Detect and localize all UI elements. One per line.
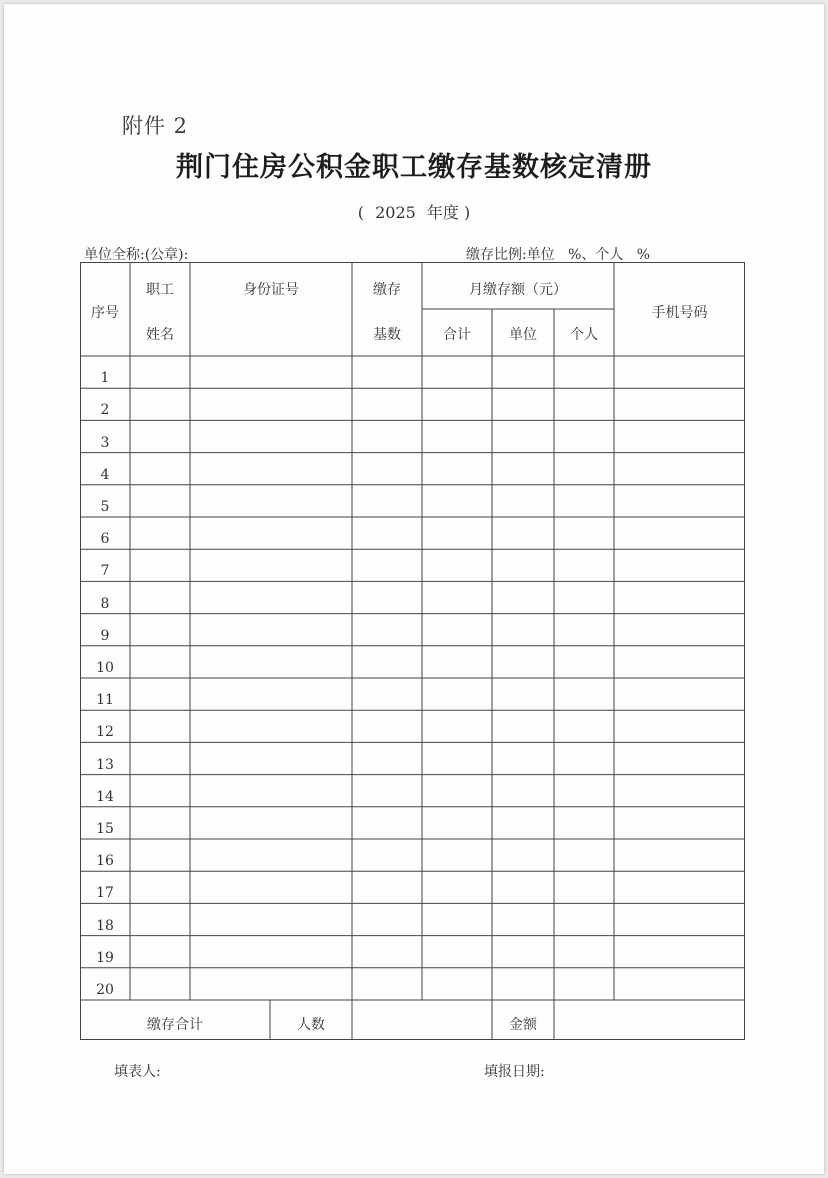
row-number: 20: [96, 981, 114, 998]
id-number-cell[interactable]: [190, 420, 352, 452]
footer-amount-label: 金额: [509, 1017, 537, 1033]
name-cell[interactable]: [130, 839, 190, 871]
footer-count-value[interactable]: [352, 1000, 492, 1040]
row-number: 2: [100, 402, 110, 419]
unit-amount-cell[interactable]: [492, 742, 554, 774]
name-cell[interactable]: [130, 420, 190, 452]
base-cell[interactable]: [352, 646, 422, 678]
header-seq: 序号: [91, 305, 119, 321]
personal-amount-cell[interactable]: [554, 775, 614, 807]
table-row: [80, 871, 745, 903]
year-close-paren: ): [464, 203, 471, 222]
header-total: 合计: [443, 327, 471, 343]
phone-cell[interactable]: [614, 775, 745, 807]
phone-cell[interactable]: [614, 614, 745, 646]
table-row: [80, 807, 745, 839]
name-cell[interactable]: [130, 968, 190, 1000]
name-cell[interactable]: [130, 871, 190, 903]
phone-cell[interactable]: [614, 646, 745, 678]
base-cell[interactable]: [352, 710, 422, 742]
id-number-cell[interactable]: [190, 485, 352, 517]
year-suffix: 年度: [426, 203, 459, 222]
unit-amount-cell[interactable]: [492, 775, 554, 807]
header-name-line2: 姓名: [146, 327, 174, 343]
table-row: [80, 775, 745, 807]
personal-amount-cell[interactable]: [554, 903, 614, 935]
table-row: [80, 646, 745, 678]
phone-cell[interactable]: [614, 968, 745, 1000]
total-cell[interactable]: [422, 742, 492, 774]
personal-amount-cell[interactable]: [554, 839, 614, 871]
row-number: 13: [96, 756, 114, 773]
phone-cell[interactable]: [614, 485, 745, 517]
table-row: [80, 453, 745, 485]
table-row: [80, 968, 745, 1000]
table-row: [80, 388, 745, 420]
total-cell[interactable]: [422, 903, 492, 935]
phone-cell[interactable]: [614, 807, 745, 839]
base-cell[interactable]: [352, 388, 422, 420]
unit-amount-cell[interactable]: [492, 549, 554, 581]
base-cell[interactable]: [352, 936, 422, 968]
contribution-ratio-label[interactable]: 缴存比例:单位 %、个人 %: [466, 247, 651, 263]
id-number-cell[interactable]: [190, 517, 352, 549]
unit-amount-cell[interactable]: [492, 356, 554, 388]
total-cell[interactable]: [422, 936, 492, 968]
total-cell[interactable]: [422, 581, 492, 613]
base-cell[interactable]: [352, 549, 422, 581]
personal-amount-cell[interactable]: [554, 968, 614, 1000]
total-cell[interactable]: [422, 388, 492, 420]
personal-amount-cell[interactable]: [554, 614, 614, 646]
phone-cell[interactable]: [614, 388, 745, 420]
unit-amount-cell[interactable]: [492, 517, 554, 549]
name-cell[interactable]: [130, 356, 190, 388]
base-cell[interactable]: [352, 968, 422, 1000]
unit-amount-cell[interactable]: [492, 968, 554, 1000]
table-row: [80, 936, 745, 968]
row-number: 4: [100, 466, 110, 483]
table-row: [80, 710, 745, 742]
row-number: 17: [96, 885, 114, 902]
personal-amount-cell[interactable]: [554, 807, 614, 839]
name-cell[interactable]: [130, 775, 190, 807]
name-cell[interactable]: [130, 710, 190, 742]
filled-by-label[interactable]: 填表人:: [114, 1064, 161, 1080]
id-number-cell[interactable]: [190, 903, 352, 935]
base-cell[interactable]: [352, 678, 422, 710]
name-cell[interactable]: [130, 517, 190, 549]
unit-amount-cell[interactable]: [492, 614, 554, 646]
row-number: 8: [100, 595, 110, 612]
name-cell[interactable]: [130, 903, 190, 935]
unit-name-label[interactable]: 单位全称:(公章):: [84, 247, 189, 263]
id-number-cell[interactable]: [190, 936, 352, 968]
total-cell[interactable]: [422, 871, 492, 903]
id-number-cell[interactable]: [190, 807, 352, 839]
total-cell[interactable]: [422, 678, 492, 710]
phone-cell[interactable]: [614, 903, 745, 935]
header-base-line1: 缴存: [373, 282, 401, 298]
id-number-cell[interactable]: [190, 356, 352, 388]
phone-cell[interactable]: [614, 871, 745, 903]
phone-cell[interactable]: [614, 710, 745, 742]
phone-cell[interactable]: [614, 453, 745, 485]
header-name-line1: 职工: [146, 282, 174, 298]
base-cell[interactable]: [352, 581, 422, 613]
unit-amount-cell[interactable]: [492, 453, 554, 485]
total-cell[interactable]: [422, 807, 492, 839]
base-cell[interactable]: [352, 742, 422, 774]
personal-amount-cell[interactable]: [554, 581, 614, 613]
unit-amount-cell[interactable]: [492, 388, 554, 420]
row-number: 9: [100, 627, 110, 644]
name-cell[interactable]: [130, 614, 190, 646]
id-number-cell[interactable]: [190, 581, 352, 613]
base-cell[interactable]: [352, 453, 422, 485]
id-number-cell[interactable]: [190, 839, 352, 871]
personal-amount-cell[interactable]: [554, 453, 614, 485]
id-number-cell[interactable]: [190, 775, 352, 807]
id-number-cell[interactable]: [190, 968, 352, 1000]
personal-amount-cell[interactable]: [554, 388, 614, 420]
base-cell[interactable]: [352, 420, 422, 452]
id-number-cell[interactable]: [190, 646, 352, 678]
row-number: 1: [100, 370, 110, 387]
phone-cell[interactable]: [614, 839, 745, 871]
name-cell[interactable]: [130, 742, 190, 774]
total-cell[interactable]: [422, 356, 492, 388]
row-number: 19: [96, 949, 114, 966]
table-row: [80, 839, 745, 871]
unit-amount-cell[interactable]: [492, 871, 554, 903]
personal-amount-cell[interactable]: [554, 549, 614, 581]
unit-amount-cell[interactable]: [492, 646, 554, 678]
year-value[interactable]: 2025: [375, 203, 416, 222]
base-cell[interactable]: [352, 871, 422, 903]
personal-amount-cell[interactable]: [554, 936, 614, 968]
base-cell[interactable]: [352, 517, 422, 549]
phone-cell[interactable]: [614, 678, 745, 710]
table-row: [80, 678, 745, 710]
name-cell[interactable]: [130, 549, 190, 581]
row-number: 3: [100, 434, 110, 451]
total-cell[interactable]: [422, 420, 492, 452]
contribution-table: [80, 262, 745, 1040]
report-date-label[interactable]: 填报日期:: [484, 1064, 545, 1080]
row-number: 5: [100, 498, 110, 515]
name-cell[interactable]: [130, 936, 190, 968]
row-number: 14: [96, 788, 114, 805]
total-cell[interactable]: [422, 710, 492, 742]
table-row: [80, 549, 745, 581]
base-cell[interactable]: [352, 356, 422, 388]
phone-cell[interactable]: [614, 936, 745, 968]
row-number: 10: [96, 659, 114, 676]
personal-amount-cell[interactable]: [554, 871, 614, 903]
personal-amount-cell[interactable]: [554, 517, 614, 549]
base-cell[interactable]: [352, 614, 422, 646]
total-cell[interactable]: [422, 968, 492, 1000]
base-cell[interactable]: [352, 903, 422, 935]
phone-cell[interactable]: [614, 581, 745, 613]
base-cell[interactable]: [352, 807, 422, 839]
unit-amount-cell[interactable]: [492, 839, 554, 871]
personal-amount-cell[interactable]: [554, 356, 614, 388]
unit-amount-cell[interactable]: [492, 936, 554, 968]
id-number-cell[interactable]: [190, 614, 352, 646]
row-number: 12: [96, 724, 114, 741]
total-cell[interactable]: [422, 485, 492, 517]
table-row: [80, 903, 745, 935]
total-cell[interactable]: [422, 775, 492, 807]
form-page: [4, 4, 824, 1174]
name-cell[interactable]: [130, 807, 190, 839]
form-title: 荆门住房公积金职工缴存基数核定清册: [176, 152, 652, 183]
row-number: 6: [100, 531, 110, 548]
phone-cell[interactable]: [614, 742, 745, 774]
name-cell[interactable]: [130, 388, 190, 420]
header-base-line2: 基数: [373, 327, 401, 343]
id-number-cell[interactable]: [190, 549, 352, 581]
name-cell[interactable]: [130, 581, 190, 613]
year-line: [4, 200, 824, 223]
year-open-paren: (: [357, 203, 364, 222]
row-number: 7: [100, 563, 110, 580]
id-number-cell[interactable]: [190, 388, 352, 420]
base-cell[interactable]: [352, 485, 422, 517]
row-number: 18: [96, 917, 114, 934]
footer-amount-value[interactable]: [554, 1000, 745, 1040]
personal-amount-cell[interactable]: [554, 646, 614, 678]
id-number-cell[interactable]: [190, 453, 352, 485]
total-cell[interactable]: [422, 517, 492, 549]
header-personal: 个人: [570, 327, 598, 343]
phone-cell[interactable]: [614, 420, 745, 452]
table-row: [80, 356, 745, 388]
unit-amount-cell[interactable]: [492, 420, 554, 452]
personal-amount-cell[interactable]: [554, 742, 614, 774]
unit-amount-cell[interactable]: [492, 710, 554, 742]
phone-cell[interactable]: [614, 356, 745, 388]
header-unit: 单位: [509, 327, 537, 343]
id-number-cell[interactable]: [190, 678, 352, 710]
personal-amount-cell[interactable]: [554, 678, 614, 710]
footer-total-label: 缴存合计: [147, 1017, 203, 1033]
footer-count-label: 人数: [297, 1017, 325, 1033]
unit-amount-cell[interactable]: [492, 678, 554, 710]
base-cell[interactable]: [352, 839, 422, 871]
header-monthly-amount: 月缴存额（元）: [469, 282, 567, 298]
id-number-cell[interactable]: [190, 871, 352, 903]
unit-amount-cell[interactable]: [492, 903, 554, 935]
row-number: 15: [96, 820, 114, 837]
name-cell[interactable]: [130, 453, 190, 485]
table-row: [80, 517, 745, 549]
phone-cell[interactable]: [614, 517, 745, 549]
table-row: [80, 420, 745, 452]
table-row: [80, 742, 745, 774]
name-cell[interactable]: [130, 678, 190, 710]
attachment-label: 附件 2: [122, 114, 189, 138]
unit-amount-cell[interactable]: [492, 581, 554, 613]
total-cell[interactable]: [422, 453, 492, 485]
personal-amount-cell[interactable]: [554, 420, 614, 452]
unit-amount-cell[interactable]: [492, 485, 554, 517]
total-cell[interactable]: [422, 646, 492, 678]
unit-amount-cell[interactable]: [492, 807, 554, 839]
table-row: [80, 485, 745, 517]
base-cell[interactable]: [352, 775, 422, 807]
id-number-cell[interactable]: [190, 710, 352, 742]
total-cell[interactable]: [422, 839, 492, 871]
row-number: 11: [96, 692, 114, 709]
personal-amount-cell[interactable]: [554, 485, 614, 517]
table-row: [80, 614, 745, 646]
personal-amount-cell[interactable]: [554, 710, 614, 742]
total-cell[interactable]: [422, 614, 492, 646]
table-row: [80, 581, 745, 613]
row-number: 16: [96, 853, 114, 870]
phone-cell[interactable]: [614, 549, 745, 581]
name-cell[interactable]: [130, 646, 190, 678]
header-id-number: 身份证号: [243, 282, 299, 298]
name-cell[interactable]: [130, 485, 190, 517]
header-phone: 手机号码: [651, 305, 708, 321]
total-cell[interactable]: [422, 549, 492, 581]
id-number-cell[interactable]: [190, 742, 352, 774]
